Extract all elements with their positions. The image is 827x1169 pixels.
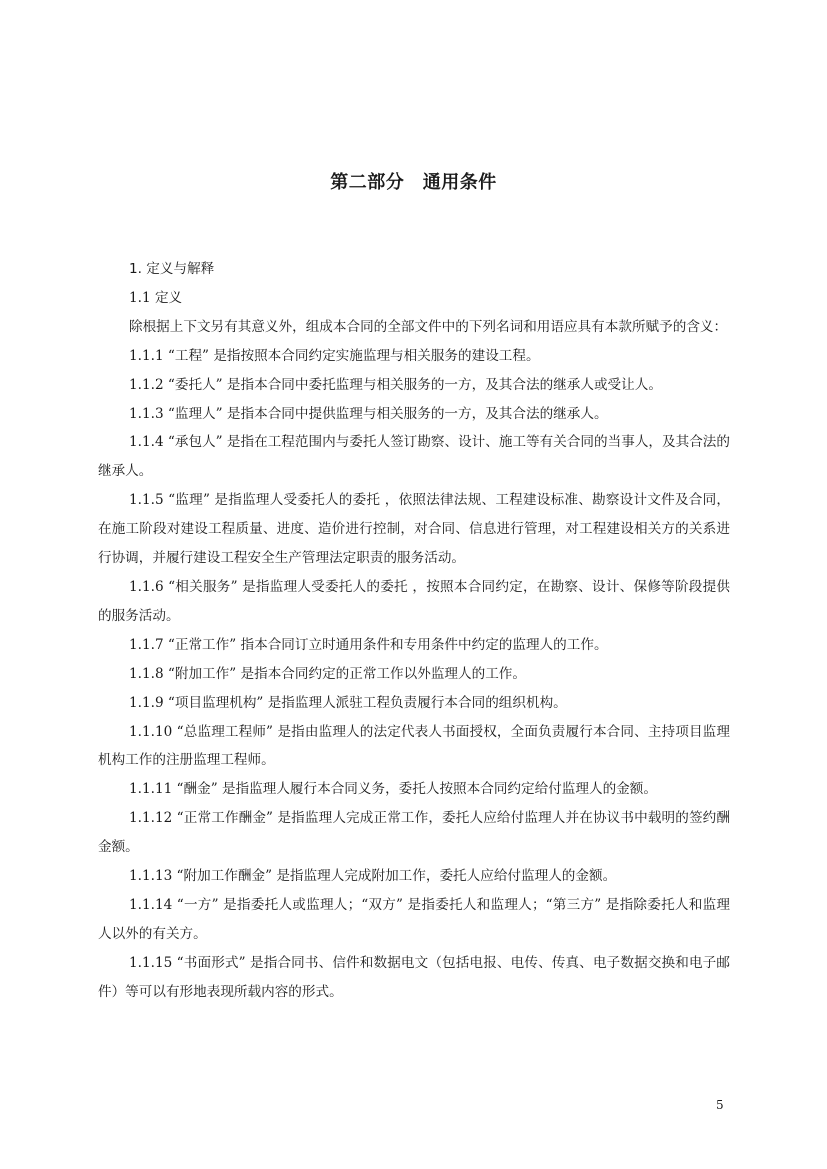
definition-1-1-12: 1.1.12 “正常工作酬金” 是指监理人完成正常工作，委托人应给付监理人并在协议书中载明的签约酬金额。	[98, 810, 730, 856]
definition-1-1-7: 1.1.7 “正常工作” 指本合同订立时通用条件和专用条件中约定的监理人的工作。	[129, 636, 608, 653]
definition-1-1-5: 1.1.5 “监理” 是指监理人受委托人的委托 ，依照法律法规、工程建设标准、勘察设计文件及合同，在施工阶段对建设工程质量、进度、造价进行控制，对合同、信息进行管理，对工程建设相关方的关系进行协调，并履行建设工程安全生产管理法定职责的服务活动。	[98, 492, 730, 567]
definition-1-1-14: 1.1.14 “一方” 是指委托人或监理人；“双方” 是指委托人和监理人；“第三方” 是指除委托人和监理人以外的有关方。	[98, 896, 730, 942]
document-body	[98, 255, 730, 1007]
definition-1-1-6: 1.1.6 “相关服务” 是指监理人受委托人的委托 ，按照本合同约定，在勘察、设计、保修等阶段提供的服务活动。	[98, 578, 730, 624]
page-number: 5	[716, 1098, 724, 1112]
definition-1-1-11: 1.1.11 “酬金” 是指监理人履行本合同义务，委托人按照本合同约定给付监理人的金额。	[129, 781, 657, 798]
intro-paragraph: 除根据上下文另有其意义外，组成本合同的全部文件中的下列名词和用语应具有本款所赋予的含义：	[129, 318, 728, 335]
definition-1-1-15: 1.1.15 “书面形式” 是指合同书、信件和数据电文（包括电报、电传、传真、电子数据交换和电子邮件）等可以有形地表现所载内容的形式。	[98, 954, 730, 1000]
definition-1-1-13: 1.1.13 “附加工作酬金” 是指监理人完成附加工作，委托人应给付监理人的金额。	[129, 868, 617, 885]
page-title: 第二部分 通用条件	[330, 172, 497, 193]
section-heading: 1. 定义与解释	[129, 261, 215, 277]
definition-1-1-9: 1.1.9 “项目监理机构” 是指监理人派驻工程负责履行本合同的组织机构。	[129, 694, 567, 711]
definition-1-1-1: 1.1.1 “工程” 是指按照本合同约定实施监理与相关服务的建设工程。	[129, 347, 540, 364]
definition-1-1-10: 1.1.10 “总监理工程师” 是指由监理人的法定代表人书面授权，全面负责履行本合同、主持项目监理机构工作的注册监理工程师。	[98, 723, 730, 769]
definition-1-1-8: 1.1.8 “附加工作” 是指本合同约定的正常工作以外监理人的工作。	[129, 665, 526, 682]
subsection-heading: 1.1 定义	[129, 289, 183, 306]
definition-1-1-4: 1.1.4 “承包人” 是指在工程范围内与委托人签订勘察、设计、施工等有关合同的当事人，及其合法的继承人。	[98, 434, 730, 480]
definition-1-1-2: 1.1.2 “委托人” 是指本合同中委托监理与相关服务的一方，及其合法的继承人或受让人。	[129, 376, 662, 393]
definition-1-1-3: 1.1.3 “监理人” 是指本合同中提供监理与相关服务的一方，及其合法的继承人。	[129, 405, 608, 422]
